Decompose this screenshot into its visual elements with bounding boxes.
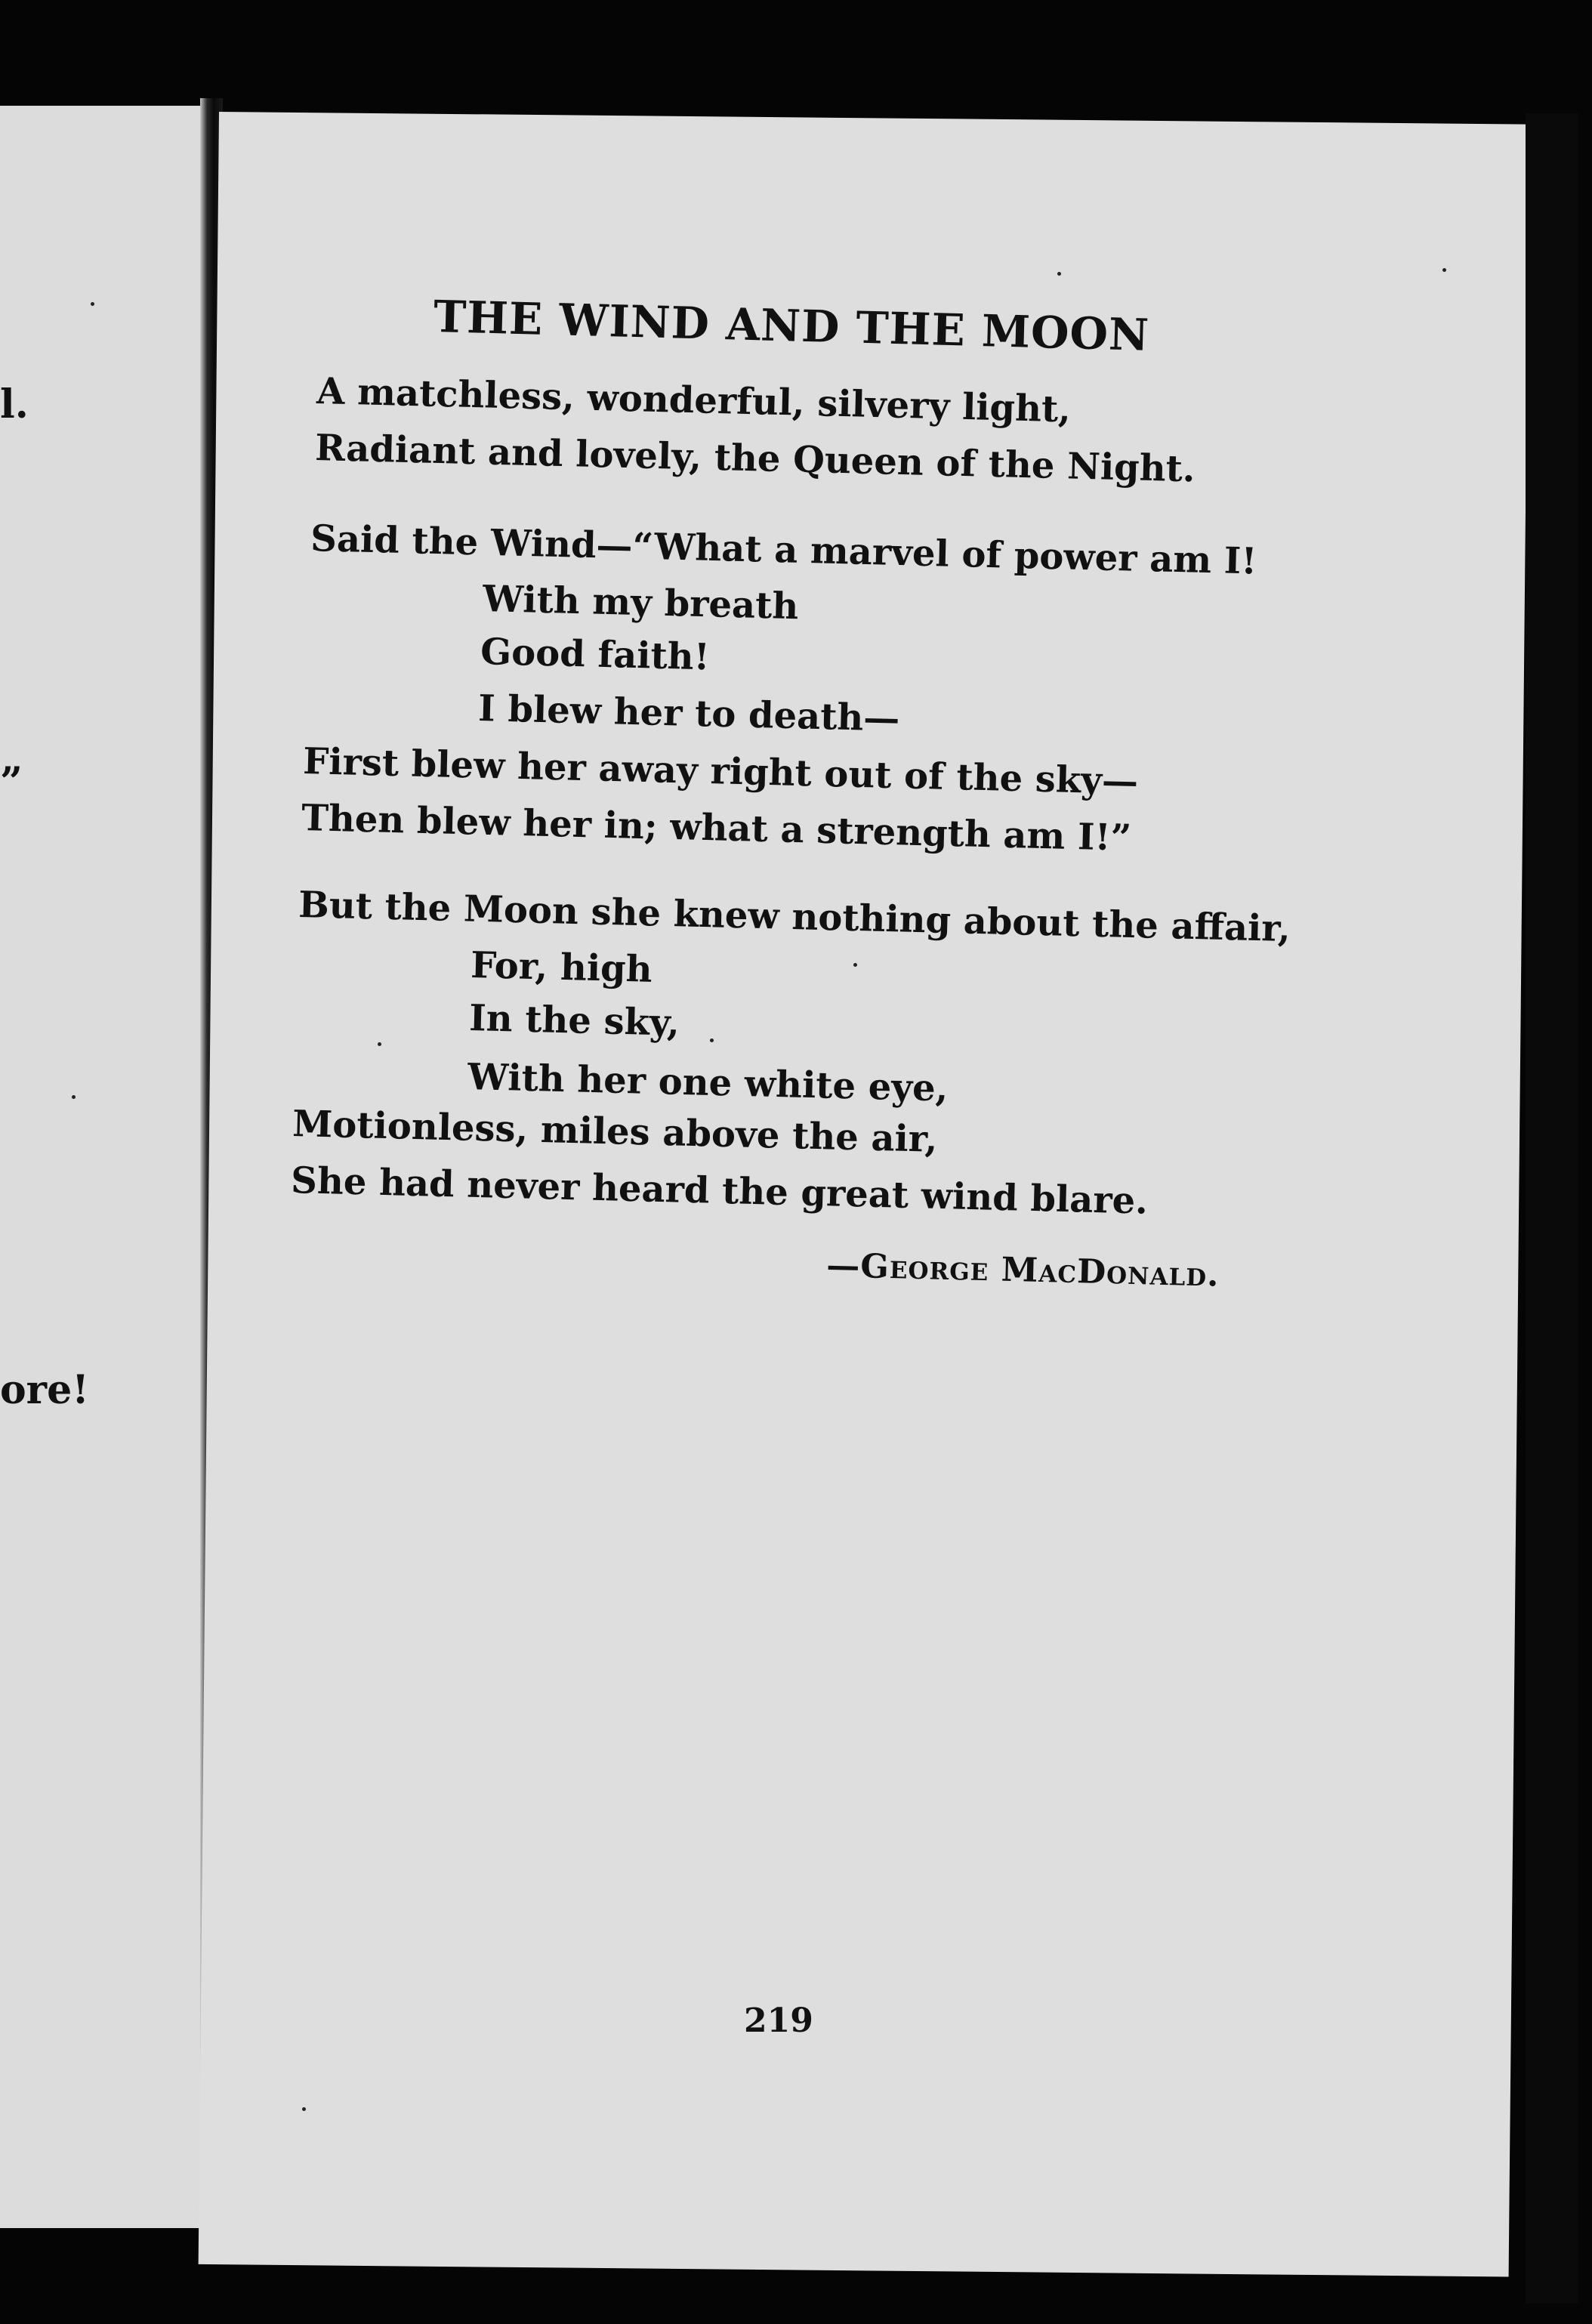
speck bbox=[378, 1042, 381, 1046]
poem-line: In the sky, bbox=[468, 997, 680, 1045]
poem-line: Said the Wind—“What a marvel of power am I! bbox=[310, 517, 1258, 583]
poem-line: But the Moon she knew nothing about the affair, bbox=[298, 884, 1291, 951]
poem-line: Radiant and lovely, the Queen of the Night. bbox=[314, 427, 1196, 491]
poem-line: Motionless, miles above the air, bbox=[292, 1103, 938, 1161]
speck bbox=[1442, 268, 1446, 272]
poem-title: THE WIND AND THE MOON bbox=[433, 291, 1150, 361]
page-number: 219 bbox=[744, 2001, 813, 2040]
left-page-fragment: l. bbox=[0, 381, 29, 427]
poem-line: She had never heard the great wind blare. bbox=[290, 1159, 1149, 1223]
poem-line: First blew her away right out of the sky— bbox=[302, 740, 1139, 804]
poem-line: With my breath bbox=[482, 578, 799, 628]
poem-line: Then blew her in; what a strength am I!” bbox=[301, 797, 1132, 860]
left-page-fragment: ” bbox=[0, 759, 23, 805]
poem-attribution: —George MacDonald. bbox=[825, 1246, 1220, 1295]
poem-line: With her one white eye, bbox=[467, 1056, 949, 1110]
poem-line: For, high bbox=[470, 944, 653, 991]
poem-line: A matchless, wonderful, silvery light, bbox=[316, 370, 1072, 431]
left-page-fragment: ore! bbox=[0, 1367, 89, 1413]
poem-line: Good faith! bbox=[480, 631, 711, 679]
speck bbox=[853, 963, 857, 967]
speck bbox=[710, 1039, 714, 1042]
poem-line: I blew her to death— bbox=[477, 687, 900, 740]
speck bbox=[302, 2107, 306, 2111]
speck bbox=[1057, 272, 1061, 276]
